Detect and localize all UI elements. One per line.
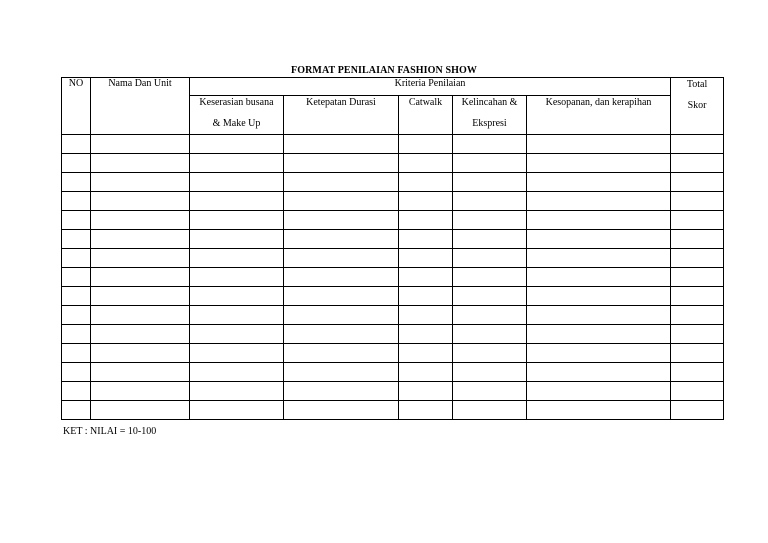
table-cell [284, 135, 399, 154]
table-cell [671, 401, 724, 420]
table-cell [399, 325, 453, 344]
table-cell [91, 173, 190, 192]
criteria-header-keserasian: Keserasian busana & Make Up [190, 96, 284, 135]
table-row [62, 249, 724, 268]
table-cell [62, 287, 91, 306]
table-cell [284, 230, 399, 249]
table-cell [399, 268, 453, 287]
table-cell [91, 268, 190, 287]
table-cell [62, 382, 91, 401]
criteria-header-kesopanan: Kesopanan, dan kerapihan [527, 96, 671, 135]
page-title: FORMAT PENILAIAN FASHION SHOW [291, 65, 477, 76]
table-cell [527, 173, 671, 192]
table-cell [284, 306, 399, 325]
table-cell [453, 268, 527, 287]
table-row [62, 268, 724, 287]
table-cell [62, 211, 91, 230]
table-cell [671, 154, 724, 173]
table-cell [284, 211, 399, 230]
table-cell [62, 135, 91, 154]
assessment-table [61, 77, 724, 420]
column-header-name: Nama Dan Unit [91, 78, 190, 135]
table-cell [527, 401, 671, 420]
header-row-top [62, 78, 724, 96]
table-cell [62, 363, 91, 382]
table-cell [91, 135, 190, 154]
column-header-total: Total Skor [671, 78, 724, 135]
table-cell [62, 192, 91, 211]
table-cell [399, 173, 453, 192]
table-cell [91, 306, 190, 325]
table-cell [399, 230, 453, 249]
table-cell [671, 363, 724, 382]
table-row [62, 401, 724, 420]
table-cell [399, 306, 453, 325]
table-cell [399, 192, 453, 211]
table-cell [527, 287, 671, 306]
table-cell [190, 382, 284, 401]
table-cell [453, 154, 527, 173]
criteria-header-catwalk: Catwalk [399, 96, 453, 135]
table-cell [284, 268, 399, 287]
table-cell [671, 382, 724, 401]
table-cell [399, 249, 453, 268]
table-cell [190, 401, 284, 420]
table-row [62, 382, 724, 401]
table-cell [453, 230, 527, 249]
table-cell [527, 363, 671, 382]
table-cell [91, 211, 190, 230]
table-body [62, 135, 724, 420]
table-cell [62, 268, 91, 287]
table-cell [284, 363, 399, 382]
table-row [62, 173, 724, 192]
table-cell [527, 135, 671, 154]
table-cell [284, 382, 399, 401]
table-cell [453, 363, 527, 382]
table-cell [527, 249, 671, 268]
table-row [62, 363, 724, 382]
table-cell [284, 287, 399, 306]
table-cell [399, 382, 453, 401]
table-cell [62, 325, 91, 344]
table-row [62, 211, 724, 230]
table-cell [284, 154, 399, 173]
table-cell [527, 382, 671, 401]
table-cell [284, 192, 399, 211]
table-cell [671, 173, 724, 192]
table-cell [62, 401, 91, 420]
table-cell [527, 325, 671, 344]
table-cell [190, 154, 284, 173]
table-cell [671, 306, 724, 325]
criteria-header-kelincahan: Kelincahan & Ekspresi [453, 96, 527, 135]
table-cell [399, 344, 453, 363]
table-cell [453, 287, 527, 306]
table-cell [527, 192, 671, 211]
table-row [62, 135, 724, 154]
table-cell [91, 249, 190, 268]
table-cell [527, 268, 671, 287]
table-cell [190, 344, 284, 363]
table-cell [527, 230, 671, 249]
table-cell [399, 135, 453, 154]
table-cell [190, 230, 284, 249]
table-cell [527, 344, 671, 363]
table-cell [399, 211, 453, 230]
table-cell [190, 287, 284, 306]
table-cell [91, 344, 190, 363]
table-cell [671, 230, 724, 249]
table-cell [91, 230, 190, 249]
score-note: KET : NILAI = 10-100 [63, 426, 157, 437]
table-cell [91, 154, 190, 173]
table-cell [453, 306, 527, 325]
table-cell [527, 306, 671, 325]
table-cell [284, 173, 399, 192]
table-cell [190, 268, 284, 287]
table-cell [399, 287, 453, 306]
table-cell [399, 401, 453, 420]
table-cell [671, 287, 724, 306]
table-row [62, 306, 724, 325]
table-cell [190, 192, 284, 211]
table-cell [453, 344, 527, 363]
table-cell [62, 249, 91, 268]
table-cell [62, 154, 91, 173]
table-cell [91, 325, 190, 344]
table-cell [190, 325, 284, 344]
table-cell [453, 401, 527, 420]
table-cell [671, 268, 724, 287]
table-cell [62, 173, 91, 192]
table-cell [453, 135, 527, 154]
criteria-header-ketepatan: Ketepatan Durasi [284, 96, 399, 135]
table-row [62, 325, 724, 344]
table-row [62, 287, 724, 306]
table-cell [190, 173, 284, 192]
table-cell [284, 325, 399, 344]
table-cell [190, 363, 284, 382]
table-cell [91, 363, 190, 382]
table-cell [453, 382, 527, 401]
table-row [62, 192, 724, 211]
column-header-criteria: Kriteria Penilaian [190, 78, 671, 96]
table-row [62, 230, 724, 249]
table-cell [284, 401, 399, 420]
table-cell [399, 154, 453, 173]
table-cell [671, 325, 724, 344]
table-row [62, 344, 724, 363]
table-row [62, 154, 724, 173]
table-cell [190, 135, 284, 154]
table-cell [527, 211, 671, 230]
table-cell [91, 401, 190, 420]
table-cell [62, 230, 91, 249]
table-cell [453, 192, 527, 211]
table-cell [62, 344, 91, 363]
column-header-no: NO [62, 78, 91, 135]
table-cell [190, 249, 284, 268]
table-cell [671, 192, 724, 211]
table-cell [62, 306, 91, 325]
table-cell [284, 249, 399, 268]
table-cell [671, 211, 724, 230]
table-cell [453, 249, 527, 268]
table-cell [453, 211, 527, 230]
table-cell [399, 363, 453, 382]
table-cell [453, 173, 527, 192]
table-cell [527, 154, 671, 173]
table-cell [671, 135, 724, 154]
table-cell [91, 287, 190, 306]
table-cell [91, 192, 190, 211]
table-cell [284, 344, 399, 363]
table-cell [453, 325, 527, 344]
table-cell [91, 382, 190, 401]
table-cell [671, 249, 724, 268]
table-cell [190, 211, 284, 230]
table-cell [190, 306, 284, 325]
table-cell [671, 344, 724, 363]
